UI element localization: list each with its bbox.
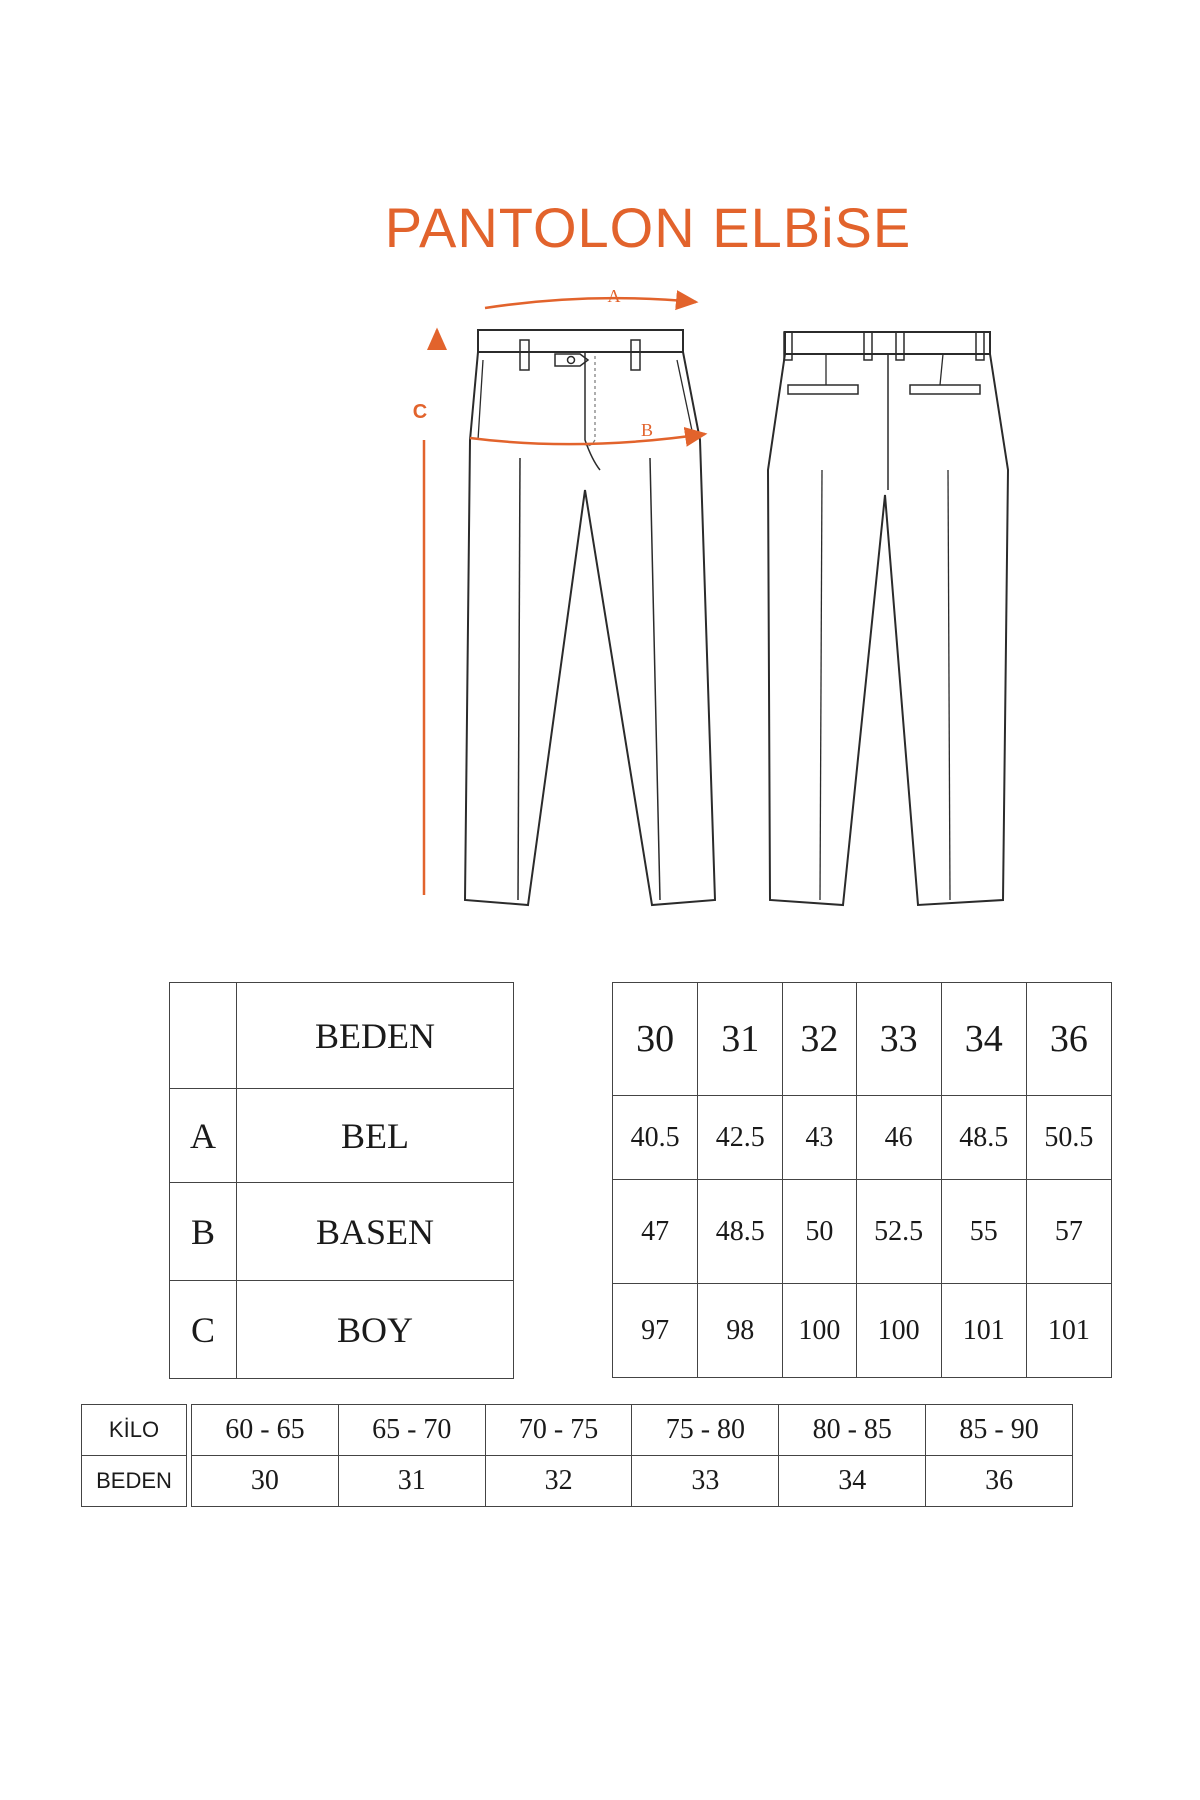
- boy-value: 101: [941, 1284, 1026, 1378]
- measure-b-label: B: [640, 420, 654, 440]
- kilo-range: 75 - 80: [632, 1405, 779, 1456]
- basen-value: 50: [783, 1180, 856, 1284]
- size-header: 30: [613, 983, 698, 1096]
- measure-a-label: A: [607, 286, 621, 306]
- page-title: PANTOLON ELBiSE: [384, 196, 912, 259]
- back-trousers-icon: [768, 332, 1008, 905]
- beden-value: 31: [338, 1456, 485, 1507]
- kilo-row-label: KİLO: [82, 1405, 187, 1456]
- basen-value: 57: [1026, 1180, 1111, 1284]
- labels-corner-cell: [170, 983, 237, 1089]
- boy-value: 98: [698, 1284, 783, 1378]
- kilo-range: 65 - 70: [338, 1405, 485, 1456]
- labels-header-beden: BEDEN: [237, 983, 514, 1089]
- boy-value: 97: [613, 1284, 698, 1378]
- size-header: 33: [856, 983, 941, 1096]
- beden-value: 30: [192, 1456, 339, 1507]
- beden-row-label: BEDEN: [82, 1456, 187, 1507]
- bel-value: 42.5: [698, 1096, 783, 1180]
- measure-c-marker: [413, 330, 437, 895]
- measure-letter-a: A: [170, 1089, 237, 1183]
- kilo-range: 80 - 85: [779, 1405, 926, 1456]
- kilo-range: 70 - 75: [485, 1405, 632, 1456]
- measure-b-marker: [470, 420, 705, 444]
- size-values-table: [612, 982, 1112, 1378]
- bel-value: 48.5: [941, 1096, 1026, 1180]
- kilo-range: 85 - 90: [926, 1405, 1073, 1456]
- measure-c-label: C: [412, 401, 428, 423]
- measure-name-basen: BASEN: [237, 1183, 514, 1281]
- measure-letter-b: B: [170, 1183, 237, 1281]
- measure-name-bel: BEL: [237, 1089, 514, 1183]
- bel-value: 46: [856, 1096, 941, 1180]
- size-header: 32: [783, 983, 856, 1096]
- front-trousers-icon: [465, 330, 715, 905]
- size-header: 34: [941, 983, 1026, 1096]
- measurement-labels-table: [169, 982, 514, 1379]
- measure-letter-c: C: [170, 1281, 237, 1379]
- bel-value: 40.5: [613, 1096, 698, 1180]
- beden-value: 33: [632, 1456, 779, 1507]
- kilo-range: 60 - 65: [192, 1405, 339, 1456]
- weight-size-table: [81, 1404, 1073, 1507]
- size-header: 36: [1026, 983, 1111, 1096]
- beden-value: 34: [779, 1456, 926, 1507]
- basen-value: 52.5: [856, 1180, 941, 1284]
- boy-value: 101: [1026, 1284, 1111, 1378]
- basen-value: 47: [613, 1180, 698, 1284]
- boy-value: 100: [856, 1284, 941, 1378]
- bel-value: 43: [783, 1096, 856, 1180]
- size-header: 31: [698, 983, 783, 1096]
- basen-value: 55: [941, 1180, 1026, 1284]
- measure-name-boy: BOY: [237, 1281, 514, 1379]
- measure-a-marker: [485, 286, 696, 308]
- beden-value: 36: [926, 1456, 1073, 1507]
- basen-value: 48.5: [698, 1180, 783, 1284]
- beden-value: 32: [485, 1456, 632, 1507]
- bel-value: 50.5: [1026, 1096, 1111, 1180]
- boy-value: 100: [783, 1284, 856, 1378]
